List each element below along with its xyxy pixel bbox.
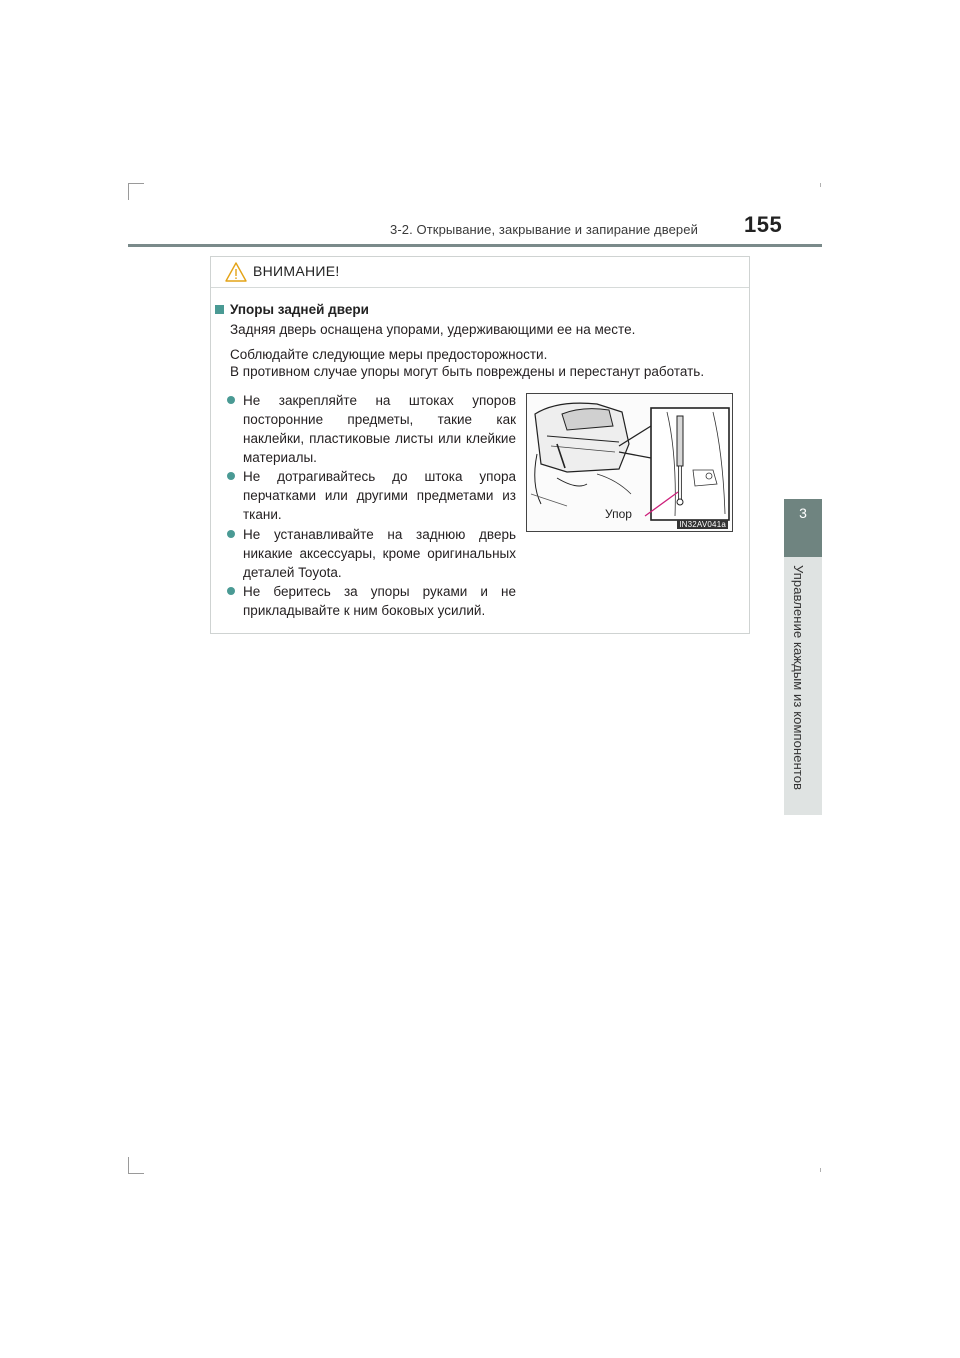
bullet-item bbox=[227, 525, 516, 582]
chapter-number: 3 bbox=[799, 505, 807, 521]
bullet-item bbox=[227, 582, 516, 620]
square-bullet-icon bbox=[215, 305, 224, 314]
header-rule bbox=[128, 244, 822, 247]
page-number: 155 bbox=[744, 212, 783, 237]
crop-tick-bottom-right bbox=[820, 1168, 821, 1172]
crop-mark-top-left-h bbox=[128, 183, 144, 184]
strut-callout: Упор bbox=[605, 507, 632, 521]
intro-text: Задняя дверь оснащена упорами, удерживающими ее на месте. bbox=[230, 322, 636, 337]
round-bullet-icon bbox=[227, 472, 235, 480]
warning-header bbox=[211, 257, 749, 288]
round-bullet-icon bbox=[227, 530, 235, 538]
warning-title: ВНИМАНИЕ! bbox=[253, 263, 340, 279]
crop-tick-top-right bbox=[820, 183, 821, 187]
round-bullet-icon bbox=[227, 587, 235, 595]
crop-mark-bottom-left-v bbox=[128, 1157, 129, 1174]
bullet-text: Не устанавливайте на заднюю дверь никакие аксессуары, кроме оригинальных деталей Toyota. bbox=[243, 527, 516, 580]
figure-code: IN32AV041a bbox=[679, 520, 726, 529]
crop-mark-top-left-v bbox=[128, 183, 129, 200]
warning-triangle-icon bbox=[224, 261, 248, 283]
bullet-text: Не дотрагивайтесь до штока упора перчатками или другими предметами из ткани. bbox=[243, 469, 516, 522]
precaution-line-1: Соблюдайте следующие меры предосторожности. bbox=[230, 347, 548, 362]
warning-box bbox=[210, 256, 750, 634]
bullet-text: Не закрепляйте на штоках упоров посторонние предметы, такие как наклейки, пластиковые листы или клейкие материалы. bbox=[243, 393, 516, 465]
crop-mark-bottom-left-h bbox=[128, 1173, 144, 1174]
running-header: 3-2. Открывание, закрывание и запирание дверей bbox=[390, 222, 698, 237]
bullet-item bbox=[227, 467, 516, 524]
section-heading-text: Упоры задней двери bbox=[230, 302, 369, 317]
tailgate-strut-illustration bbox=[526, 393, 733, 532]
bullet-text: Не беритесь за упоры руками и не прикладывайте к ним боковых усилий. bbox=[243, 584, 516, 618]
bullet-item bbox=[227, 391, 516, 467]
precaution-line-2: В противном случае упоры могут быть повреждены и перестанут работать. bbox=[230, 364, 705, 379]
chapter-tab bbox=[784, 499, 822, 557]
round-bullet-icon bbox=[227, 396, 235, 404]
chapter-title: Управление каждым из компонентов bbox=[791, 565, 806, 791]
section-heading bbox=[215, 302, 369, 317]
